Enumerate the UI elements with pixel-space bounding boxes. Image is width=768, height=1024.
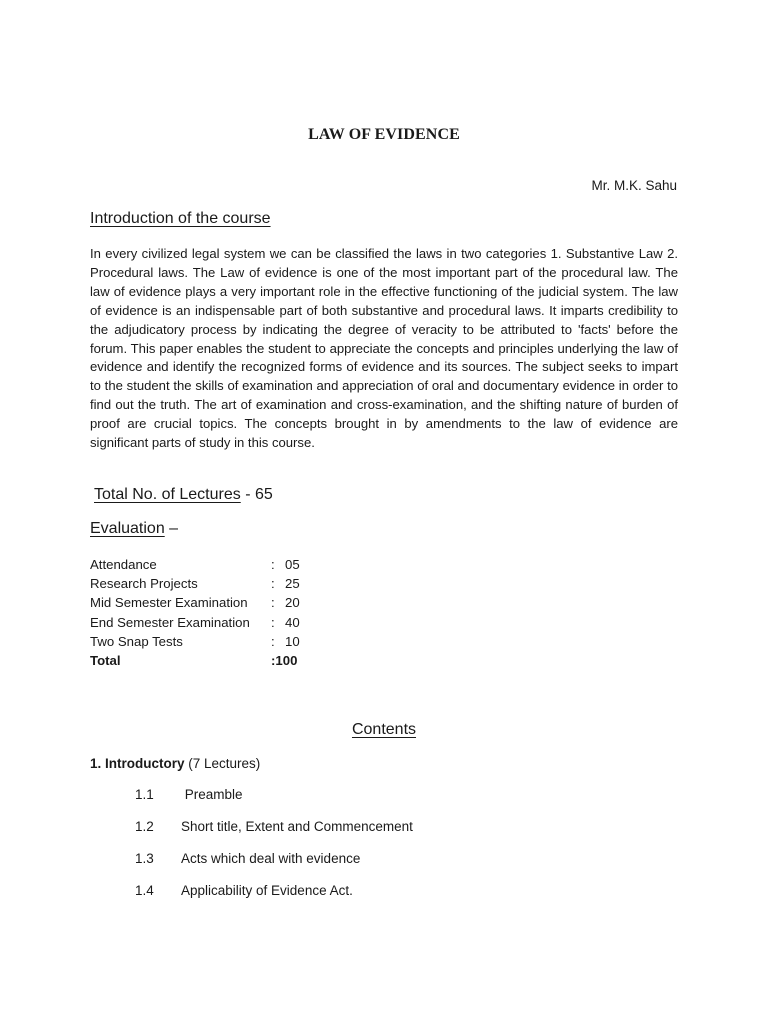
evaluation-row-sep: : (271, 595, 275, 611)
evaluation-row-value: 05 (285, 557, 300, 572)
section-title: 1. Introductory (90, 756, 185, 771)
evaluation-row-sep: : (271, 557, 275, 572)
evaluation-heading (90, 520, 178, 538)
evaluation-row-sep: : (271, 576, 275, 592)
evaluation-row-value: 40 (285, 614, 300, 630)
evaluation-row (90, 613, 300, 632)
evaluation-row (90, 555, 300, 574)
evaluation-row-label: Two Snap Tests (90, 633, 183, 649)
evaluation-row (90, 574, 300, 593)
evaluation-row-sep: : (271, 614, 275, 630)
evaluation-row-value: 25 (285, 576, 300, 592)
list-item (135, 787, 243, 802)
list-item-text: Acts which deal with evidence (181, 851, 361, 866)
intro-heading (90, 210, 271, 228)
evaluation-row-label: Attendance (90, 557, 157, 572)
list-item (135, 883, 353, 898)
section-note: (7 Lectures) (184, 756, 261, 771)
evaluation-total-row (90, 651, 300, 670)
evaluation-table (90, 555, 300, 670)
list-item-number: 1.3 (135, 851, 154, 866)
list-item-number: 1.2 (135, 819, 154, 834)
evaluation-total-number: 100 (275, 653, 298, 669)
evaluation-row-label: Research Projects (90, 576, 198, 592)
evaluation-total-value (271, 651, 300, 670)
list-item-number: 1.4 (135, 883, 154, 898)
evaluation-row-label: Mid Semester Examination (90, 595, 248, 611)
author-name: Mr. M.K. Sahu (591, 178, 677, 193)
list-item-text: Applicability of Evidence Act. (181, 883, 353, 898)
list-item (135, 819, 413, 834)
evaluation-row-label: End Semester Examination (90, 614, 250, 630)
list-item-text: Preamble (181, 787, 243, 802)
lectures-count: - 65 (240, 486, 273, 503)
contents-heading (0, 721, 768, 739)
evaluation-row-value: 20 (285, 595, 300, 611)
contents-heading-text: Contents (351, 721, 417, 738)
document-title: LAW OF EVIDENCE (308, 126, 460, 143)
intro-paragraph: In every civilized legal system we can be classified the laws in two categories 1. Substantive Law 2. Procedural laws. The Law of evidence is one of the most important part of the procedural law. The law of evidence plays a very important role in the effective functioning of the judicial system. The law of evidence is an indispensable part of both substantive and procedural laws. It imparts credibility to the adjudicatory process by indicating the degree of veracity to be attributed to 'facts' before the forum. This paper enables the student to appreciate the concepts and principles underlying the law of evidence and identify the recognized forms of evidence and its sources. The subject seeks to impart to the student the skills of examination and appreciation of oral and documentary evidence in order to find out the truth. The art of examination and cross-examination, and the shifting nature of burden of proof are crucial topics. The concepts brought in by amendments to the law of evidence are significant parts of study in this course. (90, 246, 678, 451)
intro-heading-text: Introduction of the course (90, 210, 271, 227)
section-heading (90, 756, 260, 771)
evaluation-row-value: 10 (285, 633, 300, 649)
lectures-heading (94, 486, 273, 504)
evaluation-total-sep: : (271, 653, 276, 669)
lectures-label: Total No. of Lectures (94, 486, 241, 503)
evaluation-total-label: Total (90, 653, 121, 669)
evaluation-row (90, 593, 300, 612)
evaluation-row-sep: : (271, 633, 275, 649)
evaluation-row (90, 632, 300, 651)
list-item (135, 851, 360, 866)
evaluation-label: Evaluation (90, 520, 165, 537)
list-item-number: 1.1 (135, 787, 154, 802)
evaluation-dash: – (164, 520, 179, 537)
list-item-text: Short title, Extent and Commencement (181, 819, 413, 834)
